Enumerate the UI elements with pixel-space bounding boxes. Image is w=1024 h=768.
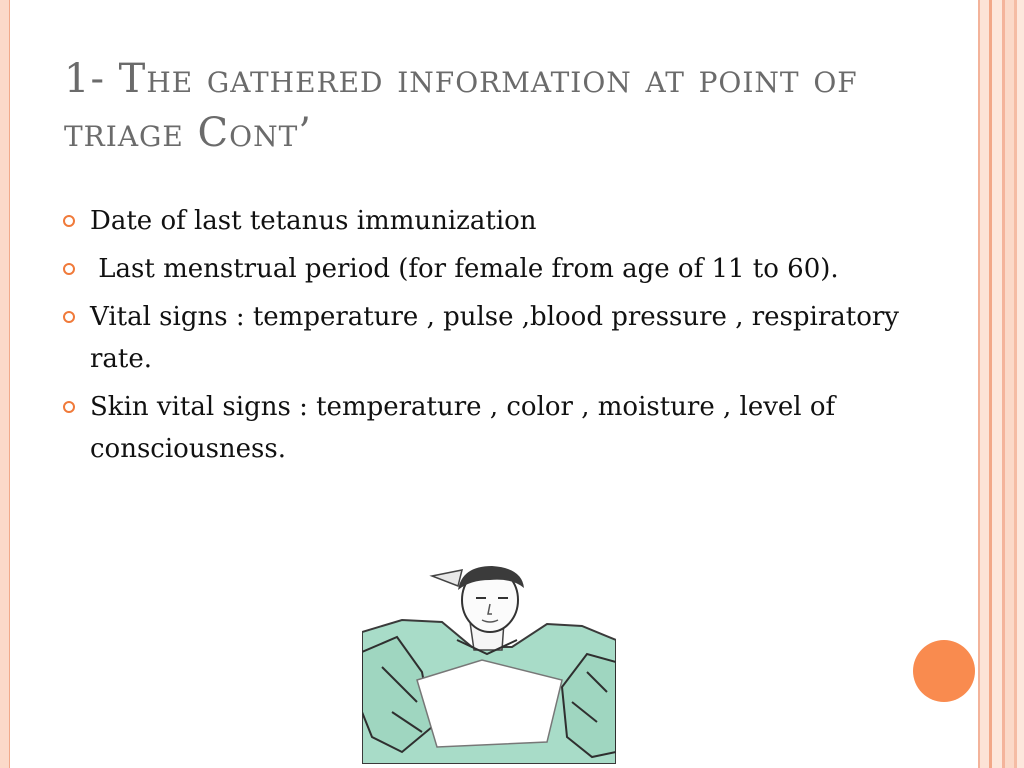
bullet-item xyxy=(62,200,942,242)
bullet-ring-icon xyxy=(63,311,75,323)
bullet-item xyxy=(62,248,942,290)
slide-title: 1- The gathered information at point of triage Cont’ xyxy=(64,56,858,156)
nurse-illustration xyxy=(362,562,616,764)
nurse-illustration-icon xyxy=(362,562,616,764)
bullet-text: Vital signs : temperature , pulse ,blood pressure , respiratory rate. xyxy=(90,302,899,374)
bullet-item xyxy=(62,296,942,380)
bullet-ring-icon xyxy=(63,215,75,227)
bullet-ring-icon xyxy=(63,401,75,413)
bullet-list xyxy=(62,200,942,476)
bullet-ring-icon xyxy=(63,263,75,275)
left-border xyxy=(0,0,9,768)
bullet-text: Skin vital signs : temperature , color , moisture , level of consciousness. xyxy=(90,392,836,464)
right-border-stripes xyxy=(978,0,1024,768)
bullet-text: Last menstrual period (for female from age of 11 to 60). xyxy=(90,254,839,284)
orange-circle-decoration xyxy=(913,640,975,702)
bullet-text: Date of last tetanus immunization xyxy=(90,206,537,236)
bullet-item xyxy=(62,386,942,470)
